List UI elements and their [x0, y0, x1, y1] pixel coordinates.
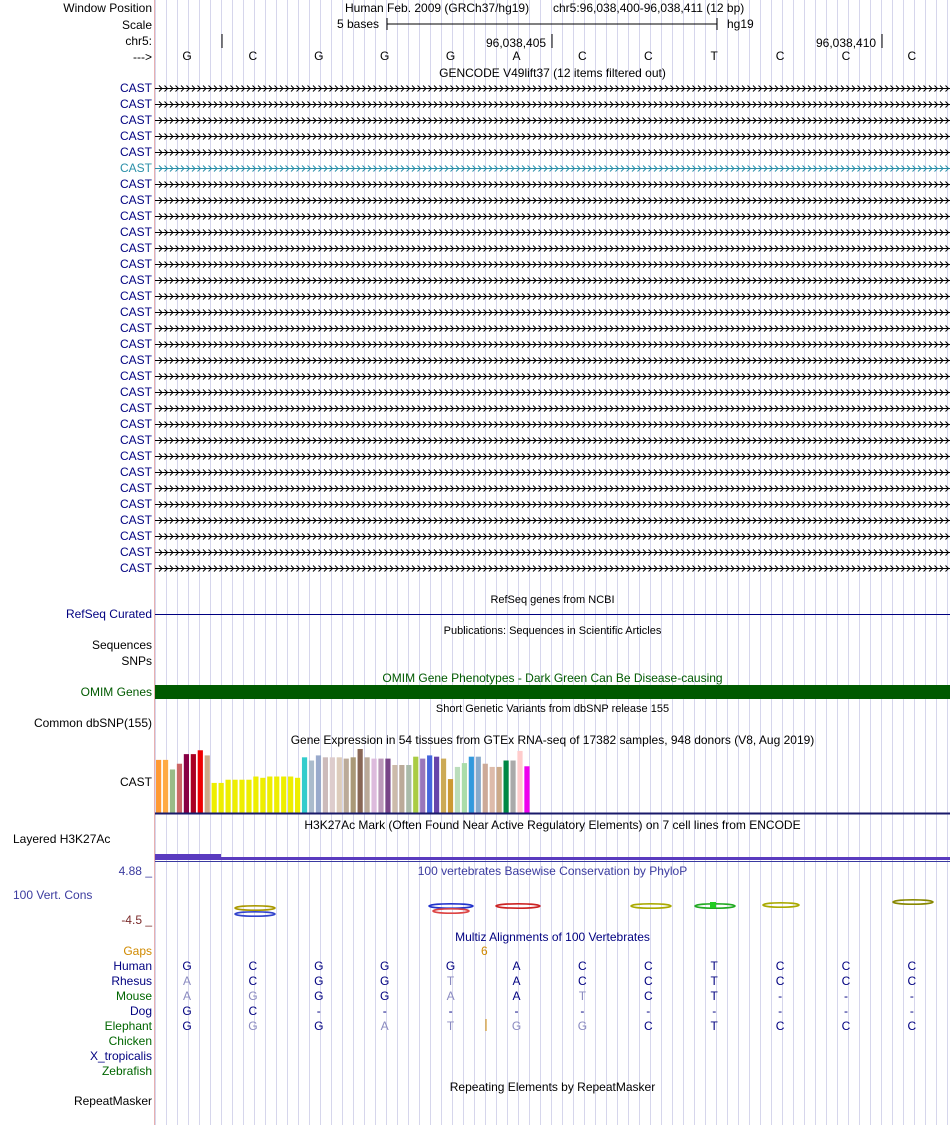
gtex-tissue-bar [365, 757, 370, 813]
h3k27ac-label[interactable]: Layered H3K27Ac [13, 832, 111, 846]
aligned-base: G [380, 989, 390, 1003]
multiz-title: Multiz Alignments of 100 Vertebrates [455, 930, 650, 944]
aligned-base: C [907, 959, 917, 973]
aligned-base: C [248, 959, 258, 973]
aligned-base: G [380, 959, 390, 973]
transcript-label[interactable]: CAST [119, 193, 152, 207]
aligned-base: C [775, 959, 785, 973]
gtex-tissue-bar [441, 759, 446, 813]
aligned-base: A [512, 989, 521, 1003]
aligned-base: C [775, 1019, 785, 1033]
aligned-base: C [643, 989, 653, 1003]
gtex-tissue-bar [281, 777, 286, 813]
aligned-base: C [578, 974, 587, 988]
reference-base: A [512, 49, 521, 63]
reference-base: C [248, 49, 258, 63]
gtex-tissue-bar [490, 767, 495, 813]
transcript-label[interactable]: CAST [119, 465, 152, 479]
omim-label[interactable]: OMIM Genes [80, 685, 152, 699]
aligned-base: C [578, 959, 587, 973]
aligned-base: G [445, 959, 456, 973]
reference-base: C [775, 49, 785, 63]
gtex-tissue-bar [219, 783, 224, 813]
refseq-title: RefSeq genes from NCBI [490, 594, 615, 606]
aligned-base: C [841, 974, 851, 988]
phylop-logo [429, 904, 473, 908]
gtex-tissue-bar [163, 760, 168, 813]
gtex-tissue-bar [371, 759, 376, 813]
gtex-tissue-bar [497, 767, 502, 813]
transcript-label[interactable]: CAST [119, 289, 152, 303]
aligned-base: - [844, 989, 848, 1003]
aligned-base: C [248, 974, 258, 988]
aligned-base: A [446, 989, 455, 1003]
aligned-base: C [248, 1004, 258, 1018]
reference-base: C [907, 49, 917, 63]
reference-base: C [578, 49, 587, 63]
gtex-tissue-bar [330, 757, 335, 813]
aligned-base: - [448, 1004, 453, 1018]
omim-gene-bar [155, 685, 950, 699]
phylop-title: 100 vertebrates Basewise Conservation by PhyloP [417, 864, 688, 878]
transcript-label[interactable]: CAST [119, 481, 152, 495]
repeatmasker-title: Repeating Elements by RepeatMasker [449, 1080, 656, 1094]
species-label[interactable]: Zebrafish [101, 1064, 152, 1078]
aligned-base: A [512, 959, 521, 973]
transcript-label[interactable]: CAST [119, 321, 152, 335]
scale-label: Scale [121, 18, 152, 32]
species-label[interactable]: Dog [129, 1004, 152, 1018]
transcript-label[interactable]: CAST [119, 145, 152, 159]
gtex-tissue-bar [226, 780, 231, 813]
aligned-base: - [580, 1004, 585, 1018]
reference-base: T [710, 49, 718, 63]
gap-count: 6 [481, 944, 488, 958]
publications-title: Publications: Sequences in Scientific Articles [443, 625, 662, 637]
gtex-tissue-bar [232, 780, 237, 813]
aligned-base: - [778, 989, 783, 1003]
reference-base: G [314, 49, 324, 63]
gtex-tissue-bar [504, 761, 509, 813]
species-label[interactable]: Rhesus [111, 974, 152, 988]
strand-label: ---> [133, 50, 152, 64]
transcript-label[interactable]: CAST [119, 385, 152, 399]
aligned-base: G [314, 1019, 324, 1033]
gtex-tissue-bar [253, 777, 258, 813]
aligned-base: - [844, 1004, 848, 1018]
aligned-base: - [646, 1004, 651, 1018]
aligned-base: - [909, 1004, 914, 1018]
aligned-base: T [446, 1019, 455, 1033]
repeatmasker-label[interactable]: RepeatMasker [73, 1094, 152, 1108]
gtex-tissue-bar [420, 759, 425, 813]
aligned-base: C [841, 959, 851, 973]
aligned-base: G [314, 959, 324, 973]
reference-base: G [380, 49, 390, 63]
gtex-tissue-bar [260, 778, 265, 813]
gtex-label[interactable]: CAST [119, 775, 152, 789]
aligned-base: G [314, 989, 324, 1003]
scale-text: 5 bases [337, 17, 380, 31]
aligned-base: - [778, 1004, 783, 1018]
gtex-tissue-bar [469, 757, 474, 813]
gtex-tissue-bar [274, 777, 279, 813]
aligned-base: - [514, 1004, 519, 1018]
transcript-label[interactable]: CAST [119, 97, 152, 111]
aligned-base: G [314, 974, 324, 988]
gtex-tissue-bar [385, 759, 390, 813]
aligned-base: G [182, 1004, 192, 1018]
gaps-label: Gaps [123, 944, 152, 958]
gtex-tissue-bar [246, 780, 251, 813]
aligned-base: A [182, 989, 191, 1003]
transcript-label[interactable]: CAST [119, 513, 152, 527]
gtex-tissue-bar [205, 755, 210, 813]
gtex-tissue-bar [177, 764, 182, 813]
gtex-tissue-bar [323, 757, 328, 813]
gtex-tissue-bar [448, 779, 453, 813]
gtex-title: Gene Expression in 54 tissues from GTEx RNA-seq of 17382 samples, 948 donors (V8, Aug 2019) [290, 733, 815, 747]
aligned-base: G [248, 989, 258, 1003]
aligned-base: A [182, 974, 191, 988]
aligned-base: T [578, 989, 587, 1003]
aligned-base: G [511, 1019, 522, 1033]
aligned-base: C [775, 974, 785, 988]
aligned-base: G [577, 1019, 588, 1033]
reference-base: G [445, 49, 456, 63]
dbsnp-title: Short Genetic Variants from dbSNP release 155 [435, 703, 670, 715]
transcript-label[interactable]: CAST [119, 257, 152, 271]
aligned-base: T [710, 1019, 718, 1033]
transcript-label[interactable]: CAST [119, 209, 152, 223]
assembly-title: Human Feb. 2009 (GRCh37/hg19) [345, 1, 530, 15]
gtex-tissue-bar [239, 780, 244, 813]
gtex-tissue-bar [344, 759, 349, 813]
transcript-label[interactable]: CAST [119, 529, 152, 543]
refseq-label[interactable]: RefSeq Curated [65, 607, 152, 621]
transcript-label[interactable]: CAST [119, 449, 152, 463]
transcript-label[interactable]: CAST [119, 417, 152, 431]
species-label[interactable]: Elephant [104, 1019, 152, 1033]
transcript-label[interactable]: CAST [119, 81, 152, 95]
transcript-label[interactable]: CAST [119, 177, 152, 191]
aligned-base: C [643, 959, 653, 973]
species-label[interactable]: X_tropicalis [89, 1049, 152, 1063]
gencode-title: GENCODE V49lift37 (12 items filtered out) [439, 66, 666, 80]
reference-base: G [182, 49, 192, 63]
transcript-label[interactable]: CAST [119, 433, 152, 447]
aligned-base: - [382, 1004, 387, 1018]
transcript-label[interactable]: CAST [119, 225, 152, 239]
track-data-area[interactable] [155, 0, 950, 1125]
aligned-base: A [512, 974, 521, 988]
gtex-tissue-bar [524, 766, 529, 813]
reference-base: C [841, 49, 851, 63]
aligned-base: - [316, 1004, 321, 1018]
aligned-base: T [710, 959, 718, 973]
snps-label[interactable]: SNPs [121, 654, 152, 668]
gtex-tissue-bar [413, 757, 418, 813]
gtex-tissue-bar [316, 755, 321, 813]
gtex-tissue-bar [406, 765, 411, 813]
gtex-tissue-bar [358, 749, 363, 813]
gtex-tissue-bar [198, 750, 203, 813]
phylop-label[interactable]: 100 Vert. Cons [13, 888, 93, 902]
species-label[interactable]: Human [113, 959, 152, 973]
omim-title: OMIM Gene Phenotypes - Dark Green Can Be Disease-causing [382, 671, 723, 685]
transcript-label[interactable]: CAST [119, 353, 152, 367]
gtex-tissue-bar [483, 764, 488, 813]
transcript-label[interactable]: CAST [119, 545, 152, 559]
gtex-tissue-bar [476, 757, 481, 813]
gtex-tissue-bar [302, 757, 307, 813]
transcript-label[interactable]: CAST [119, 337, 152, 351]
transcript-label[interactable]: CAST [119, 401, 152, 415]
gtex-tissue-bar [351, 757, 356, 813]
phylop-logo [893, 900, 933, 904]
aligned-base: T [710, 974, 718, 988]
aligned-base: C [643, 1019, 653, 1033]
aligned-base: C [907, 1019, 917, 1033]
gtex-tissue-bar [517, 751, 522, 813]
transcript-label[interactable]: CAST [119, 273, 152, 287]
gtex-tissue-bar [184, 754, 189, 813]
gtex-tissue-bar [455, 767, 460, 813]
sequences-label[interactable]: Sequences [91, 638, 152, 652]
aligned-base: C [841, 1019, 851, 1033]
phylop-min-label: -4.5 _ [121, 913, 152, 927]
species-label[interactable]: Chicken [108, 1034, 152, 1048]
gtex-tissue-bar [378, 759, 383, 813]
h3k27ac-peak [155, 854, 221, 857]
phylop-highlight [710, 902, 716, 908]
transcript-label[interactable]: CAST [119, 369, 152, 383]
gtex-tissue-bar [399, 765, 404, 813]
gtex-tissue-bar [337, 757, 342, 813]
gtex-tissue-bar [309, 761, 314, 813]
gtex-tissue-bar [462, 763, 467, 813]
transcript-label[interactable]: CAST [119, 113, 152, 127]
gtex-tissue-bar [288, 777, 293, 813]
coordinate-410: 96,038,410 [816, 36, 877, 50]
transcript-label[interactable]: CAST [119, 129, 152, 143]
aligned-base: A [380, 1019, 389, 1033]
species-label[interactable]: Mouse [115, 989, 152, 1003]
transcript-label[interactable]: CAST [119, 161, 152, 175]
position-text: chr5:96,038,400-96,038,411 (12 bp) [553, 1, 745, 15]
transcript-label[interactable]: CAST [119, 561, 152, 575]
gtex-tissue-bar [267, 777, 272, 813]
dbsnp-label[interactable]: Common dbSNP(155) [33, 716, 152, 730]
transcript-label[interactable]: CAST [119, 241, 152, 255]
aligned-base: - [909, 989, 914, 1003]
aligned-base: C [643, 974, 653, 988]
aligned-base: G [182, 1019, 192, 1033]
aligned-base: G [182, 959, 192, 973]
gtex-tissue-bar [392, 765, 397, 813]
transcript-label[interactable]: CAST [119, 497, 152, 511]
phylop-max-label: 4.88 _ [118, 864, 152, 878]
gtex-tissue-bar [510, 761, 515, 813]
aligned-base: C [907, 974, 917, 988]
window-position-label: Window Position [63, 1, 152, 15]
h3k27ac-signal [155, 857, 950, 860]
coordinate-405: 96,038,405 [486, 36, 547, 50]
gtex-tissue-bar [156, 760, 161, 813]
aligned-base: T [710, 989, 718, 1003]
aligned-base: - [712, 1004, 717, 1018]
gtex-tissue-bar [191, 754, 196, 813]
transcript-label[interactable]: CAST [119, 305, 152, 319]
chr-label: chr5: [125, 34, 152, 48]
gtex-tissue-bar [212, 783, 217, 813]
db-text: hg19 [727, 17, 754, 31]
track-label-column [0, 0, 154, 1125]
aligned-base: T [446, 974, 455, 988]
h3k27ac-title: H3K27Ac Mark (Often Found Near Active Regulatory Elements) on 7 cell lines from ENCODE [304, 818, 801, 832]
reference-base: C [643, 49, 653, 63]
gtex-tissue-bar [427, 755, 432, 813]
gtex-tissue-bar [295, 778, 300, 813]
track-graphics [155, 0, 950, 1125]
aligned-base: G [248, 1019, 258, 1033]
gtex-tissue-bar [170, 769, 175, 813]
aligned-base: G [380, 974, 390, 988]
gtex-tissue-bar [434, 757, 439, 813]
